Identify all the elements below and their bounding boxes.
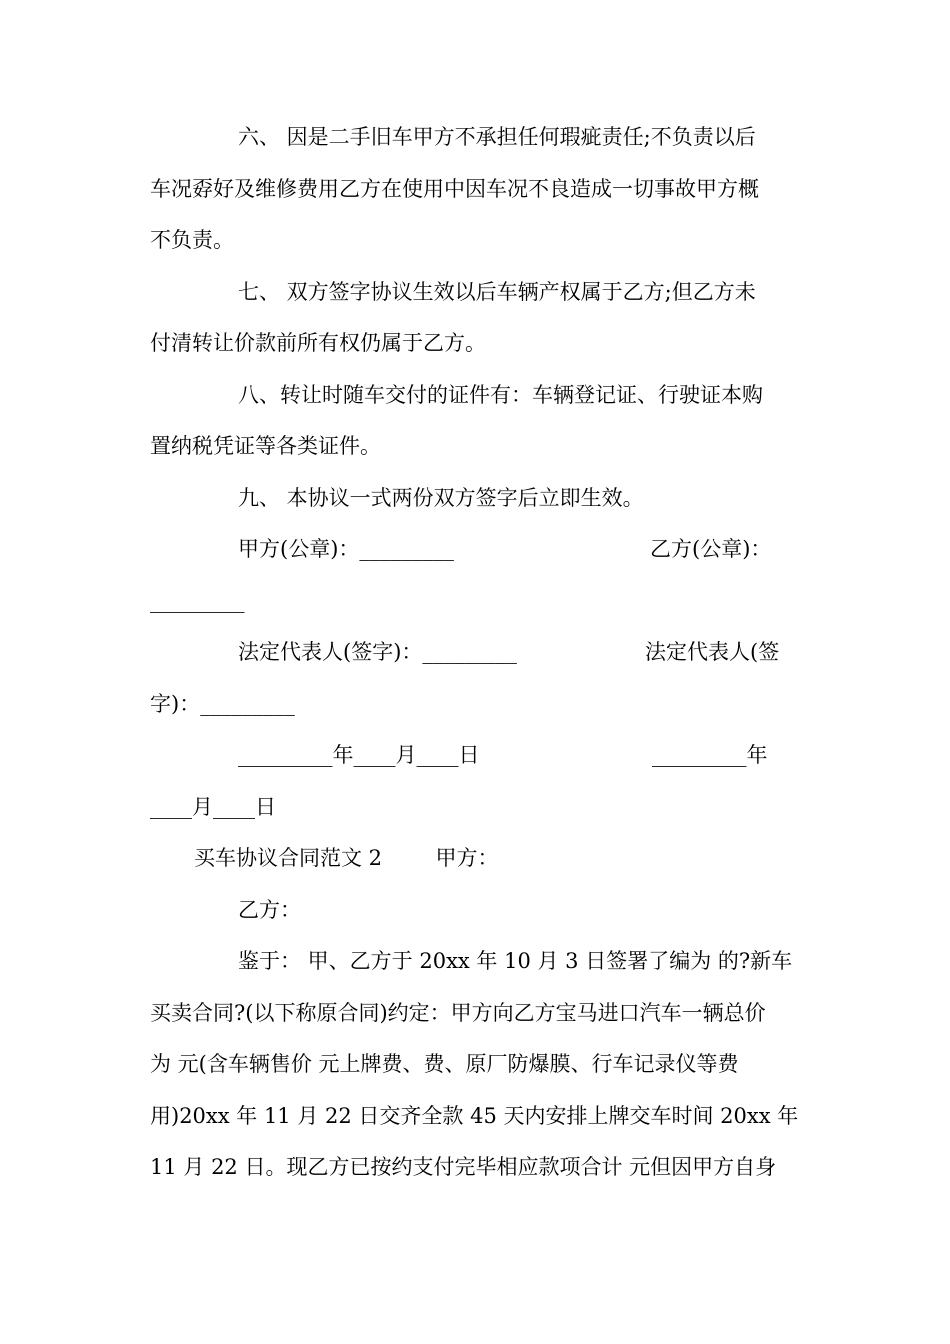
clause-8-line-1: 八、转让时随车交付的证件有：车辆登记证、行驶证本购 <box>238 383 763 407</box>
clause-7-line-1: 七、 双方签字协议生效以后车辆产权属于乙方;但乙方未 <box>238 280 756 304</box>
clause-7-line-2: 付清转让价款前所有权仍属于乙方。 <box>150 331 486 355</box>
party-b-representative-label: 法定代表人(签 <box>645 640 780 664</box>
sample-2-party-b: 乙方： <box>238 898 301 922</box>
party-a-representative-line: 法定代表人(签字)：_________ <box>238 640 517 664</box>
clause-9-line: 九、 本协议一式两份双方签字后立即生效。 <box>238 486 644 510</box>
party-b-date-year: _________年 <box>652 743 768 767</box>
party-b-seal-label: 乙方(公章)： <box>650 537 772 561</box>
recital-line-5: 11 月 22 日。现乙方已按约支付完毕相应款项合计 元但因甲方自身 <box>150 1155 777 1179</box>
party-a-seal-line: 甲方(公章)：_________ <box>238 537 454 561</box>
party-a-date-line: _________年____月____日 <box>238 743 480 767</box>
clause-6-line-3: 不负责。 <box>150 228 234 252</box>
party-b-seal-blank: _________ <box>150 589 245 613</box>
clause-6-line-1: 六、 因是二手旧车甲方不承担任何瑕疵责任;不负责以后 <box>238 125 756 149</box>
recital-line-2: 买卖合同?(以下称原合同)约定：甲方向乙方宝马进口汽车一辆总价 <box>150 1001 766 1025</box>
party-b-date-month-day: ____月____日 <box>150 795 276 819</box>
clause-6-line-2: 车况孬好及维修费用乙方在使用中因车况不良造成一切事故甲方概 <box>150 177 759 201</box>
recital-line-1: 鉴于： 甲、乙方于 20xx 年 10 月 3 日签署了编为 的?新车 <box>238 949 793 973</box>
recital-line-3: 为 元(含车辆售价 元上牌费、费、原厂防爆膜、行车记录仪等费 <box>150 1052 739 1076</box>
party-b-representative-blank: 字)：_________ <box>150 692 295 716</box>
clause-8-line-2: 置纳税凭证等各类证件。 <box>150 434 381 458</box>
sample-2-heading: 买车协议合同范文 2 甲方： <box>194 846 499 870</box>
recital-line-4: 用)20xx 年 11 月 22 日交齐全款 45 天内安排上牌交车时间 20xx 年 <box>150 1104 799 1128</box>
